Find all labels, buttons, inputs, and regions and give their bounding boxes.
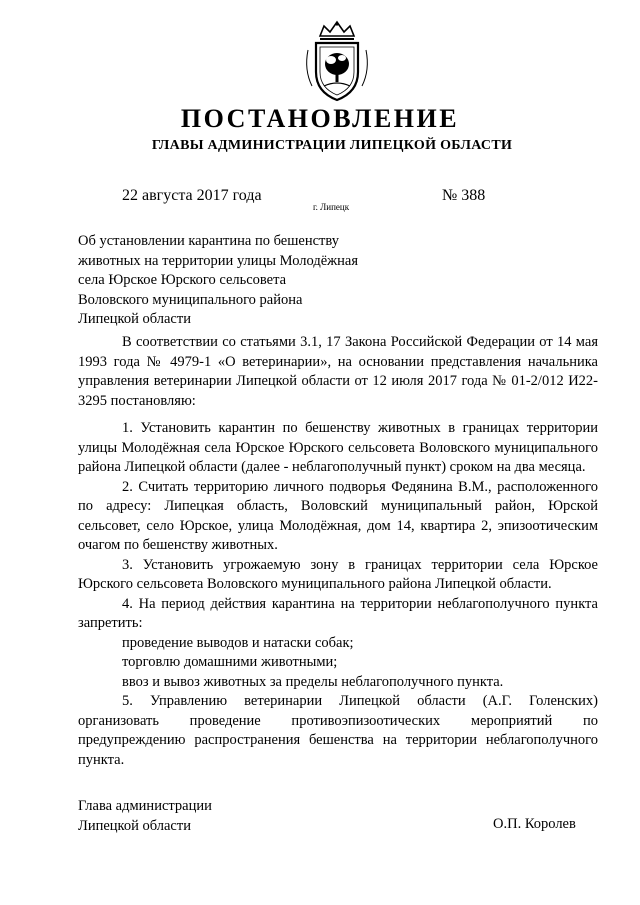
clause-4: 4. На период действия карантина на территории неблагополучного пункта запретить: — [78, 595, 598, 631]
subject-line: села Юрское Юрского сельсовета — [78, 272, 287, 288]
document-number: № 388 — [442, 187, 486, 204]
signatory-position — [78, 797, 212, 836]
preamble-paragraph: В соответствии со статьями 3.1, 17 Закона Российской Федерации от 14 мая 1993 года № 4979-1 «О ветеринарии», на основании представления начальника управления ветеринарии Липецкой области от 12 июля 2017 года № 01-2/012 И22-3295 постановляю: — [78, 334, 598, 409]
signatory-position-line: Глава администрации — [78, 798, 212, 814]
clause-4-item: проведение выводов и натаски собак; — [122, 634, 354, 651]
signatory-name: О.П. Королев — [493, 816, 576, 832]
subject-line: Воловского муниципального района — [78, 291, 303, 308]
clause-3: 3. Установить угрожаемую зону в границах территории села Юрское Юрского сельсовета Воловского муниципального района Липецкой области. — [78, 556, 598, 592]
document-title: ПОСТАНОВЛЕНИЕ — [180, 104, 460, 133]
signatory-position-line: Липецкой области — [78, 817, 191, 834]
document-subject — [78, 232, 408, 330]
coat-of-arms-emblem — [302, 20, 372, 104]
subject-line: Об установлении карантина по бешенству — [78, 233, 339, 249]
clause-5: 5. Управлению ветеринарии Липецкой области (А.Г. Голенских) организовать проведение противоэпизоотических мероприятий по предупреждению распространения бешенства на территории неблагополучного пункта. — [78, 693, 598, 768]
subject-line: Липецкой области — [78, 311, 191, 327]
clause-4-item: торговлю домашними животными; — [122, 654, 338, 670]
clause-2: 2. Считать территорию личного подворья Федянина В.М., расположенного по адресу: Липецкая область, Воловский муниципальный район, Юрской сельсовет, село Юрское, улица Молодёжная, дом 14, квартира 2, эпизоотическим очагом по бешенству животных. — [78, 478, 598, 553]
clause-4-item: ввоз и вывоз животных за пределы неблагополучного пункта. — [122, 673, 504, 690]
document-subtitle: ГЛАВЫ АДМИНИСТРАЦИИ ЛИПЕЦКОЙ ОБЛАСТИ — [151, 138, 513, 153]
clause-1: 1. Установить карантин по бешенству животных в границах территории улицы Молодёжная села Юрское Юрского сельсовета Воловского муниципального района Липецкой области (далее - неблагополучный пункт) сроком на два месяца. — [78, 420, 598, 475]
document-city: г. Липецк — [313, 202, 350, 212]
document-body — [78, 333, 598, 770]
document-date: 22 августа 2017 года — [122, 187, 262, 204]
subject-line: животных на территории улицы Молодёжная — [78, 252, 359, 269]
